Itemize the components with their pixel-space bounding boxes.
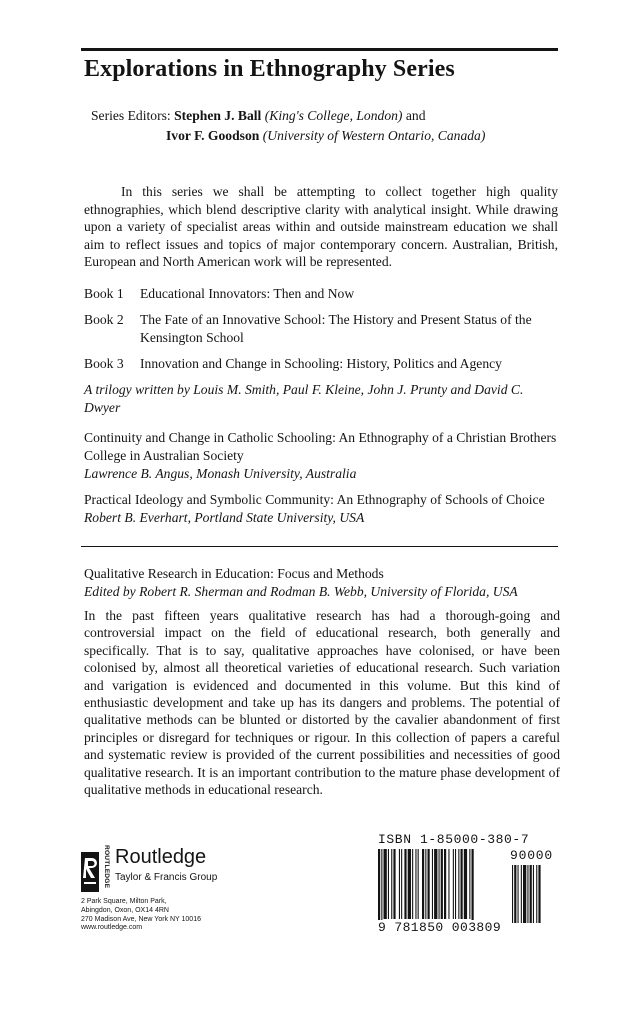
book-title: Educational Innovators: Then and Now <box>140 286 355 301</box>
series-intro: In this series we shall be attempting to collect together high quality ethnographies, which blend descriptive clarity with analytical insight. While drawing upon a variety of specialist areas within and outside mainstream education we shall aim to reflect issues and topics of major contemporary concern. Australian, British, European and North American work will be represented. <box>84 184 558 270</box>
editor-2-affiliation: (University of Western Ontario, Canada) <box>262 128 486 143</box>
entry-title: Practical Ideology and Symbolic Community: An Ethnography of Schools of Choice <box>84 492 545 507</box>
editors-and: and <box>405 108 426 123</box>
book-title: Innovation and Change in Schooling: History, Politics and Agency <box>140 356 502 371</box>
book-entry <box>84 355 560 373</box>
title-entry <box>84 491 560 527</box>
editor-2-name: Ivor F. Goodson <box>166 128 260 143</box>
publisher-group: Taylor & Francis Group <box>115 872 218 883</box>
editors-row-2 <box>91 126 561 146</box>
book-number: Book 3 <box>84 356 124 371</box>
publisher-vertical-text: ROUTLEDGE <box>103 845 110 889</box>
qualitative-editors: Edited by Robert R. Sherman and Rodman B. Webb, University of Florida, USA <box>84 584 518 599</box>
isbn-number: ISBN 1-85000-380-7 <box>378 832 530 847</box>
address-line: Abingdon, Oxon, OX14 4RN <box>81 906 169 914</box>
books-list <box>84 285 560 535</box>
barcode-addon: 90000 <box>510 848 554 863</box>
series-editors <box>91 106 561 146</box>
section-rule <box>81 546 558 547</box>
book-number: Book 1 <box>84 286 124 301</box>
editors-row-1 <box>91 106 561 126</box>
book-entry <box>84 311 560 347</box>
qualitative-title: Qualitative Research in Education: Focus and Methods <box>84 566 384 581</box>
book-title: The Fate of an Innovative School: The History and Present Status of the Kensington School <box>140 312 532 345</box>
entry-title: Continuity and Change in Catholic Schooling: An Ethnography of a Christian Brothers College in Australian Society <box>84 430 557 463</box>
ean-number: 9 781850 003809 <box>378 920 502 935</box>
top-rule <box>81 48 558 51</box>
qualitative-section <box>84 565 560 798</box>
book-number: Book 2 <box>84 312 124 327</box>
publisher-logo <box>81 842 261 892</box>
qualitative-description: In the past fifteen years qualitative research has had a thorough-going and controversial impact on the field of educational research, both generally and specifically. That is to say, qualitative approaches have colonised, or have been colonised by, almost all theoretical varieties of educational research. Such variation and varigation is evidenced and documented in this volume. But this kind of enthusiastic development and take up has its dangers and problems. The potential of qualitative methods can be blunted or distorted by the cavalier abandonment of first principles or disregard for techniques or rigour. In this collection of papers a careful and systematic review is provided of the current possibilities and necessities of good qualitative research. It is an important contribution to the mature phase development of qualitative methods in educational research. <box>84 608 560 798</box>
address-line: 270 Madison Ave, New York NY 10016 <box>81 915 201 923</box>
series-title: Explorations in Ethnography Series <box>84 56 455 82</box>
editors-label: Series Editors: <box>91 108 171 123</box>
address-line: www.routledge.com <box>81 924 143 932</box>
book-entry <box>84 285 560 303</box>
publisher-name: Routledge <box>115 846 207 868</box>
editor-1-name: Stephen J. Ball <box>174 108 262 123</box>
entry-author: Lawrence B. Angus, Monash University, Australia <box>84 466 357 481</box>
entry-author: Robert B. Everhart, Portland State University, USA <box>84 510 365 525</box>
trilogy-authors: A trilogy written by Louis M. Smith, Paul F. Kleine, John J. Prunty and David C. Dwyer <box>84 382 524 415</box>
publisher-address <box>81 898 261 933</box>
title-entry <box>84 429 560 483</box>
editor-1-affiliation: (King's College, London) <box>264 108 403 123</box>
address-line: 2 Park Square, Milton Park, <box>81 898 167 905</box>
